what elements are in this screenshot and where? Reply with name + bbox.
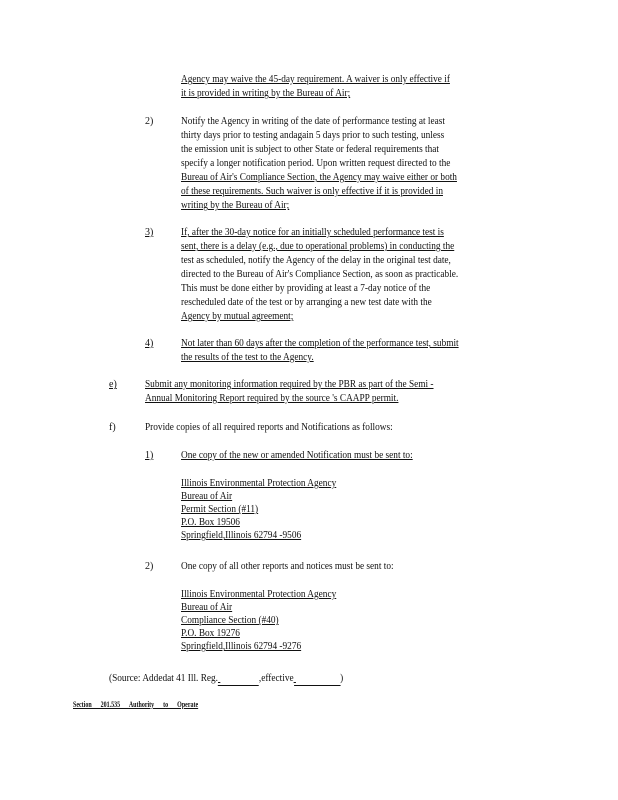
item-3-line-5: This must be done either by providing at least a 7-day notice of the [181,283,431,294]
item-4-number: 4) [145,338,154,349]
sub-1-address-line-1: Illinois Environmental Protection Agency [181,478,337,489]
item-2-line-3: the emission unit is subject to other State or federal requirements that [181,144,440,155]
item-2-line-4: specify a longer notification period. Upon written request directed to the [181,158,451,169]
item-2-number: 2) [145,116,154,127]
sub-1-address-line-5: Springfield,Illinois 62794 -9506 [181,530,302,541]
item-2-line-6: of these requirements. Such waiver is only effective if it is provided in [181,186,443,197]
sub-2-number: 2) [145,561,154,572]
source-note-middle: ,effective [258,673,294,684]
source-note [109,672,343,686]
sub-2-address-line-2: Bureau of Air [181,602,233,613]
item-3-line-1: If, after the 30-day notice for an initially scheduled performance test is [181,227,444,238]
item-e-line-2: Annual Monitoring Report required by the source 's CAAPP permit. [145,393,399,404]
item-e-number: e) [109,379,117,390]
item-3-number: 3) [145,227,154,238]
item-2-line-1: Notify the Agency in writing of the date of performance testing at least [181,116,445,127]
sub-1-text: One copy of the new or amended Notification must be sent to: [181,450,413,461]
item-2-line-7: writing by the Bureau of Air; [181,200,290,211]
sub-2-address-line-5: Springfield,Illinois 62794 -9276 [181,641,302,652]
sub-2-address-line-1: Illinois Environmental Protection Agency [181,589,337,600]
item-2-line-5: Bureau of Air's Compliance Section, the Agency may waive either or both [181,172,457,183]
effective-date-blank [294,672,344,686]
para1-line-1: Agency may waive the 45-day requirement. A waiver is only effective if [181,74,450,85]
para1-line-2: it is provided in writing by the Bureau of Air; [181,88,351,99]
source-note-prefix: (Source: Addedat 41 Ill. Reg. [109,673,218,684]
item-3-line-4: directed to the Bureau of Air's Compliance Section, as soon as practicable. [181,269,459,280]
item-4-line-2: the results of the test to the Agency. [181,352,314,363]
item-3-line-2: sent, there is a delay (e.g., due to operational problems) in conducting the [181,241,455,252]
item-3-line-3: test as scheduled, notify the Agency of the delay in the original test date, [181,255,451,266]
item-2-line-2: thirty days prior to testing andagain 5 days prior to such testing, unless [181,130,445,141]
sub-2-address-line-3: Compliance Section (#40) [181,615,279,626]
item-3-line-6: rescheduled date of the test or by arranging a new test date with the [181,297,432,308]
source-note-suffix: ) [340,673,344,684]
sub-1-number: 1) [145,450,154,461]
section-heading: Section 201.535 Authority to Operate [73,700,199,709]
source-date-blank [218,672,259,686]
sub-1-address-line-2: Bureau of Air [181,491,233,502]
item-e-line-1: Submit any monitoring information required by the PBR as part of the Semi - [145,379,434,390]
item-4-line-1: Not later than 60 days after the completion of the performance test, submit [181,338,459,349]
sub-2-address-line-4: P.O. Box 19276 [181,628,240,639]
item-f-text: Provide copies of all required reports and Notifications as follows: [145,422,393,433]
sub-1-address-line-4: P.O. Box 19506 [181,517,240,528]
item-3-line-7: Agency by mutual agreement; [181,311,294,322]
sub-2-text: One copy of all other reports and notices must be sent to: [181,561,394,572]
item-f-number: f) [109,422,116,433]
sub-1-address-line-3: Permit Section (#11) [181,504,259,515]
